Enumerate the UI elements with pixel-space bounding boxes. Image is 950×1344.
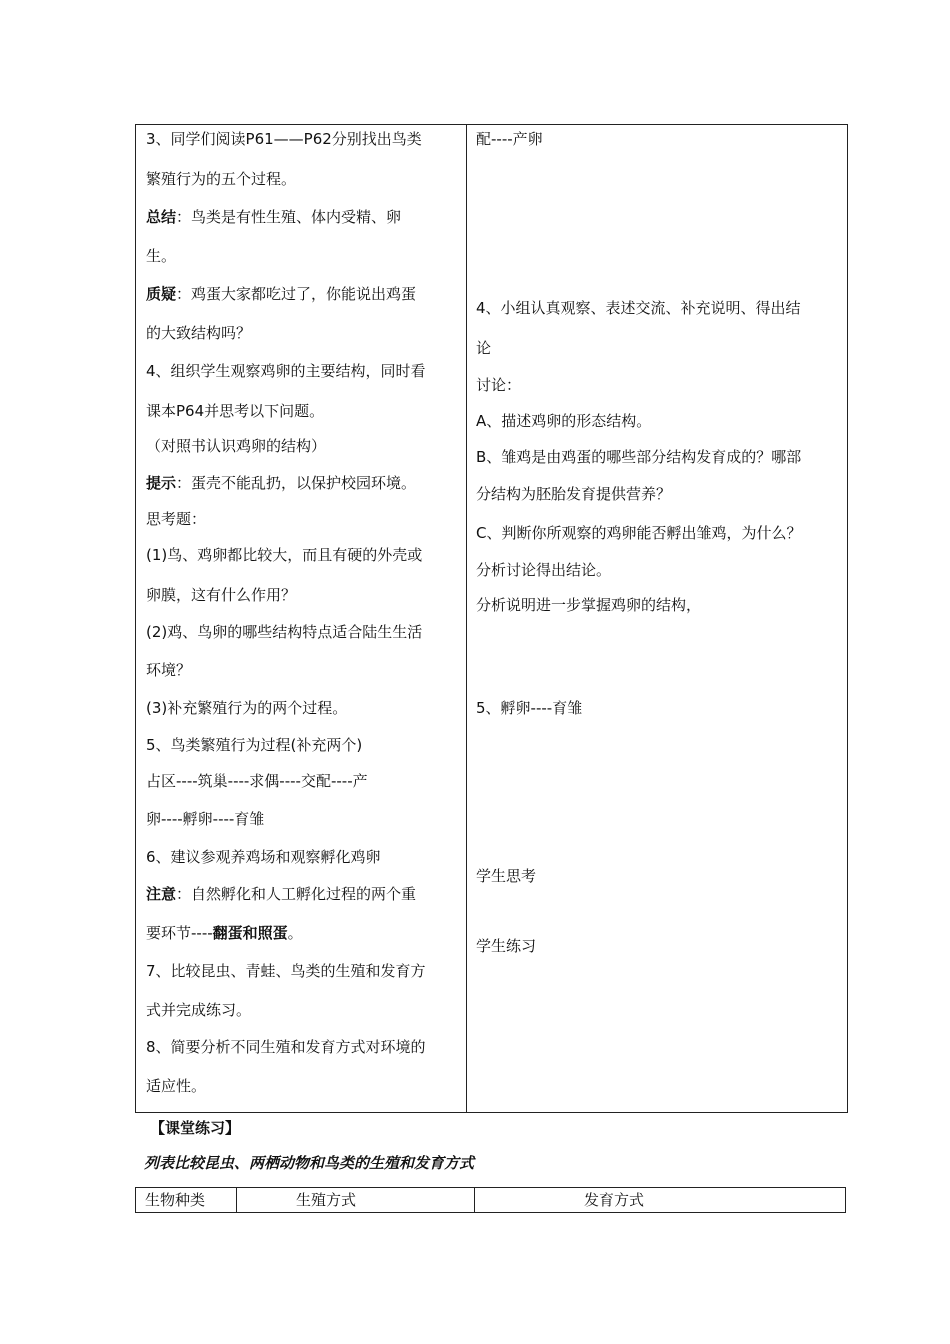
table-divider	[474, 1188, 475, 1212]
text-line: 讨论：	[476, 376, 522, 394]
text-line: 生。	[146, 247, 177, 265]
text-line: 环境？	[146, 661, 192, 679]
section-heading: 【课堂练习】	[150, 1119, 241, 1137]
text-line: A、描述鸡卵的形态结构。	[476, 412, 652, 430]
text-line: 卵----孵卵----育雏	[146, 810, 265, 828]
text-line: 配----产卵	[476, 130, 543, 148]
text-line: 4、组织学生观察鸡卵的主要结构，同时看	[146, 362, 426, 380]
hint-line	[146, 473, 416, 493]
table-header-development: 发育方式	[584, 1191, 645, 1209]
hint-label: 提示	[146, 474, 177, 492]
summary-label: 总结	[146, 208, 177, 226]
summary-text: ：鸟类是有性生殖、体内受精、卵	[176, 208, 402, 226]
text-line: 占区----筑巢----求偶----交配----产	[146, 772, 368, 790]
question-label: 质疑	[146, 285, 177, 303]
text-line: 7、比较昆虫、青蛙、鸟类的生殖和发育方	[146, 962, 426, 980]
text-line: 分析说明进一步掌握鸡卵的结构，	[476, 596, 702, 614]
comparison-table	[135, 1187, 846, 1213]
text-line: 5、孵卵----育雏	[476, 699, 583, 717]
text-line: 课本P64并思考以下问题。	[146, 402, 325, 420]
text-line: 分析讨论得出结论。	[476, 561, 612, 579]
text-line: 学生思考	[476, 867, 537, 885]
text-line: 论	[476, 339, 492, 357]
text-line: 学生练习	[476, 937, 537, 955]
question-line	[146, 284, 416, 304]
text-line: B、雏鸡是由鸡蛋的哪些部分结构发育成的？哪部	[476, 448, 802, 466]
note-line	[146, 884, 416, 904]
text-line: 思考题：	[146, 510, 207, 528]
text-line: 分结构为胚胎发育提供营养？	[476, 485, 672, 503]
text-line: C、判断你所观察的鸡卵能否孵出雏鸡，为什么？	[476, 524, 802, 542]
text-line: 适应性。	[146, 1077, 207, 1095]
note-text: 要环节----	[146, 924, 213, 942]
hint-text: ：蛋壳不能乱扔，以保护校园环境。	[176, 474, 417, 492]
text-line: 式并完成练习。	[146, 1001, 252, 1019]
key-steps: 翻蛋和照蛋	[212, 924, 288, 942]
column-divider	[466, 125, 467, 1112]
table-divider	[236, 1188, 237, 1212]
text-line: 3、同学们阅读P61——P62分别找出鸟类	[146, 130, 422, 148]
text-line: (1)鸟、鸡卵都比较大，而且有硬的外壳或	[146, 546, 423, 564]
note-line-continued	[146, 923, 303, 943]
text-line: 5、鸟类繁殖行为过程(补充两个)	[146, 736, 363, 754]
text-line: 繁殖行为的五个过程。	[146, 170, 297, 188]
question-text: ：鸡蛋大家都吃过了，你能说出鸡蛋	[176, 285, 417, 303]
lesson-table	[135, 124, 848, 1113]
table-header-reproduction: 生殖方式	[296, 1191, 357, 1209]
text-line: （对照书认识鸡卵的结构）	[146, 437, 327, 455]
text-line: 6、建议参观养鸡场和观察孵化鸡卵	[146, 848, 381, 866]
note-label: 注意	[146, 885, 177, 903]
text-line: 8、简要分析不同生殖和发育方式对环境的	[146, 1038, 426, 1056]
table-header-species: 生物种类	[145, 1191, 206, 1209]
text-line: 的大致结构吗？	[146, 324, 252, 342]
note-text: ：自然孵化和人工孵化过程的两个重	[176, 885, 417, 903]
text-line: (3)补充繁殖行为的两个过程。	[146, 699, 348, 717]
exercise-title: 列表比较昆虫、两栖动物和鸟类的生殖和发育方式	[144, 1154, 475, 1172]
summary-line	[146, 207, 401, 227]
text-line: 卵膜，这有什么作用？	[146, 586, 297, 604]
text-line: (2)鸡、鸟卵的哪些结构特点适合陆生生活	[146, 623, 423, 641]
text-line: 4、小组认真观察、表述交流、补充说明、得出结	[476, 299, 801, 317]
period: 。	[287, 924, 303, 942]
